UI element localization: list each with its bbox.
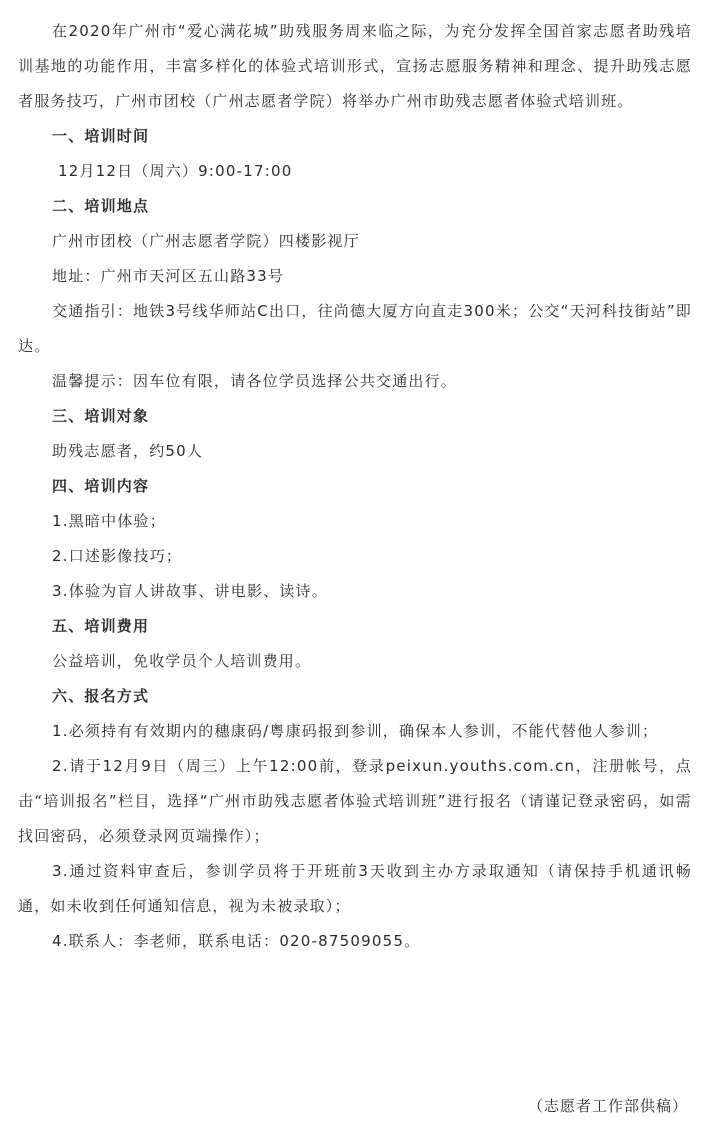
training-place: 广州市团校（广州志愿者学院）四楼影视厅 xyxy=(52,232,360,250)
training-fee: 公益培训，免收学员个人培训费用。 xyxy=(52,652,312,670)
intro-paragraph: 在2020年广州市“爱心满花城”助残服务周来临之际，为充分发挥全国首家志愿者助残培训基地的功能作用，丰富多样化的体验式培训形式，宣扬志愿服务精神和理念、提升助残志愿者服务技巧，广州市团校（广州志愿者学院）将举办广州市助残志愿者体验式培训班。 xyxy=(18,22,692,110)
registration-item: 3.通过资料审查后，参训学员将于开班前3天收到主办方录取通知（请保持手机通讯畅通，如未收到任何通知信息，视为未被录取）； xyxy=(18,862,692,915)
training-time: 12月12日（周六）9:00-17:00 xyxy=(52,162,293,180)
registration-item: 1.必须持有有效期内的穗康码/粤康码报到参训，确保本人参训，不能代替他人参训； xyxy=(52,722,659,740)
content-item: 2.口述影像技巧； xyxy=(52,547,183,565)
training-audience: 助残志愿者，约50人 xyxy=(52,442,204,460)
contact-info: 4.联系人：李老师，联系电话：020-87509055。 xyxy=(52,932,421,950)
section-heading-registration: 六、报名方式 xyxy=(52,687,150,705)
article-source-note: （志愿者工作部供稿） xyxy=(527,1097,688,1115)
section-heading-content: 四、培训内容 xyxy=(52,477,150,495)
training-address: 地址：广州市天河区五山路33号 xyxy=(52,267,285,285)
section-heading-fee: 五、培训费用 xyxy=(52,617,150,635)
section-heading-audience: 三、培训对象 xyxy=(52,407,150,425)
reminder-text: 温馨提示：因车位有限，请各位学员选择公共交通出行。 xyxy=(52,372,458,390)
content-item: 3.体验为盲人讲故事、讲电影、读诗。 xyxy=(52,582,328,600)
registration-item: 2.请于12月9日（周三）上午12:00前，登录peixun.youths.com.cn，注册帐号，点击“培训报名”栏目，选择“广州市助残志愿者体验式培训班”进行报名（请谨记登录密码，如需找回密码，必须登录网页端操作）； xyxy=(18,757,692,845)
section-heading-time: 一、培训时间 xyxy=(52,127,150,145)
section-heading-location: 二、培训地点 xyxy=(52,197,150,215)
content-item: 1.黑暗中体验； xyxy=(52,512,166,530)
transport-guide: 交通指引：地铁3号线华师站C出口，往尚德大厦方向直走300米；公交“天河科技街站”即达。 xyxy=(18,302,692,355)
